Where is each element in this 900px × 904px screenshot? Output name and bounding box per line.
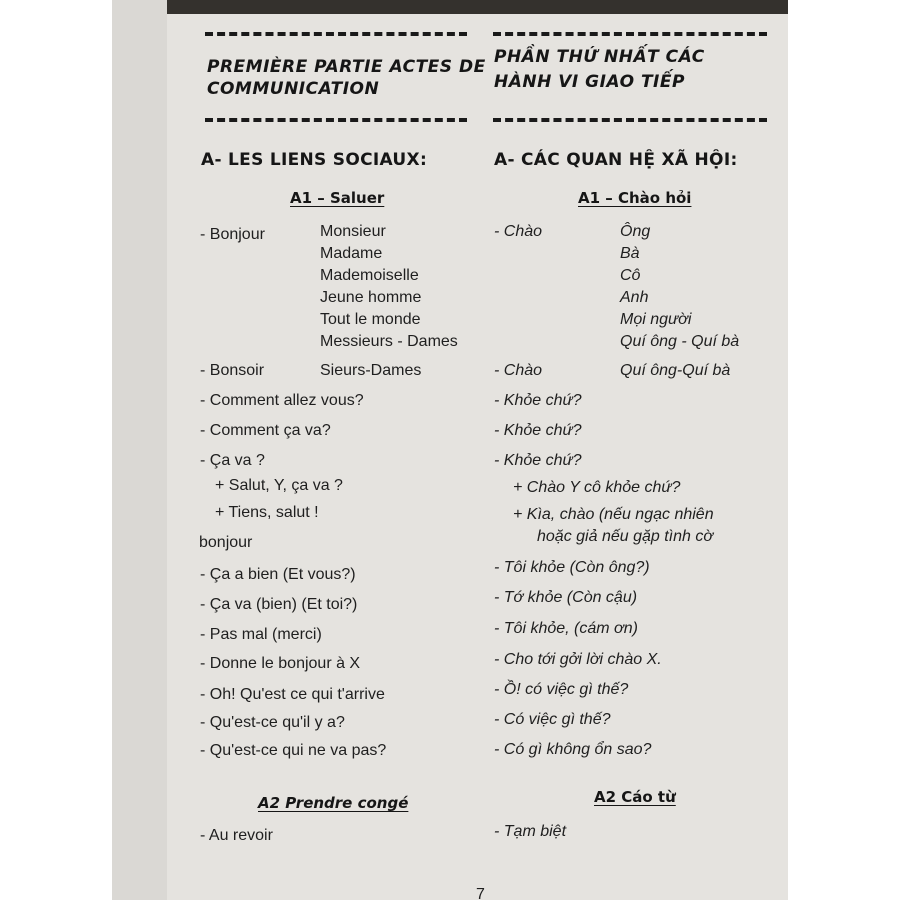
fr-part-title-line2: COMMUNICATION — [207, 79, 380, 99]
fr-sub-a1-heading: A1 – Saluer — [290, 189, 385, 207]
vi-phrase: - Ồ! có việc gì thế? — [494, 681, 629, 698]
vi-chao-item: Anh — [620, 289, 649, 306]
vi-phrase: - Có gì không ổn sao? — [494, 741, 652, 758]
page-number: 7 — [476, 886, 485, 903]
fr-part-title-line1: PREMIÈRE PARTIE ACTES DE — [207, 57, 486, 77]
fr-phrase: - Qu'est-ce qui ne va pas? — [200, 742, 387, 759]
fr-bonsoir-value: Sieurs-Dames — [320, 362, 422, 379]
vi-chao-label: - Chào — [494, 223, 543, 240]
fr-phrase: bonjour — [199, 534, 253, 551]
top-page-shadow — [167, 0, 788, 14]
fr-bonjour-item: Madame — [320, 245, 383, 262]
title-bottom-rule-left — [205, 118, 467, 122]
vi-chao-item: Bà — [620, 245, 640, 262]
fr-sub-a2-heading: A2 Prendre congé — [258, 794, 409, 812]
vi-phrase: - Cho tới gởi lời chào X. — [494, 651, 662, 668]
vi-chao2-label: - Chào — [494, 362, 543, 379]
vi-chao-item: Cô — [620, 267, 641, 284]
fr-phrase: - Pas mal (merci) — [200, 626, 322, 643]
vi-sub-a2-heading: A2 Cáo từ — [594, 788, 676, 806]
vi-chao-item: Quí ông - Quí bà — [620, 333, 740, 350]
fr-phrase: + Salut, Y, ça va ? — [215, 477, 343, 494]
vi-phrase: - Có việc gì thế? — [494, 711, 611, 728]
fr-bonjour-item: Jeune homme — [320, 289, 422, 306]
fr-section-a-heading: A- LES LIENS SOCIAUX: — [201, 150, 428, 170]
fr-bonjour-item: Tout le monde — [320, 311, 421, 328]
vi-section-a-heading: A- CÁC QUAN HỆ XÃ HỘI: — [494, 150, 738, 170]
vi-phrase: + Chào Y cô khỏe chứ? — [513, 479, 681, 496]
vi-part-title-line1: PHẦN THỨ NHẤT CÁC — [494, 47, 705, 67]
fr-phrase: - Comment ça va? — [200, 422, 331, 439]
fr-au-revoir: - Au revoir — [200, 827, 273, 844]
fr-phrase: - Oh! Qu'est ce qui t'arrive — [200, 686, 385, 703]
vi-phrase: - Khỏe chứ? — [494, 452, 582, 469]
title-top-rule-left — [205, 32, 467, 36]
vi-phrase: hoặc giả nếu gặp tình cờ — [537, 528, 714, 545]
fr-phrase: - Comment allez vous? — [200, 392, 364, 409]
vi-chao2-value: Quí ông-Quí bà — [620, 362, 731, 379]
vi-chao-item: Ông — [620, 223, 651, 240]
vi-phrase: + Kìa, chào (nếu ngạc nhiên — [513, 506, 714, 523]
fr-phrase: - Qu'est-ce qu'il y a? — [200, 714, 345, 731]
fr-bonjour-item: Monsieur — [320, 223, 386, 240]
vi-phrase: - Khỏe chứ? — [494, 392, 582, 409]
fr-phrase: - Ça va (bien) (Et toi?) — [200, 596, 358, 613]
vi-chao-item: Mọi người — [620, 311, 692, 328]
fr-bonsoir-label: - Bonsoir — [200, 362, 265, 379]
book-page — [112, 0, 788, 900]
vi-phrase: - Tôi khỏe (Còn ông?) — [494, 559, 650, 576]
fr-bonjour-label: - Bonjour — [200, 226, 265, 243]
vi-tam-biet: - Tạm biệt — [494, 823, 567, 840]
fr-phrase: - Donne le bonjour à X — [200, 655, 361, 672]
fr-phrase: + Tiens, salut ! — [215, 504, 319, 521]
title-top-rule-right — [493, 32, 767, 36]
vi-phrase: - Tôi khỏe, (cám ơn) — [494, 620, 638, 637]
fr-bonjour-item: Mademoiselle — [320, 267, 419, 284]
fr-phrase: - Ça va ? — [200, 452, 265, 469]
vi-sub-a1-heading: A1 – Chào hỏi — [578, 189, 692, 207]
fr-phrase: - Ça a bien (Et vous?) — [200, 566, 356, 583]
vi-part-title-line2: HÀNH VI GIAO TIẾP — [494, 72, 685, 92]
page-binding-shadow — [112, 0, 167, 900]
vi-phrase: - Khỏe chứ? — [494, 422, 582, 439]
title-bottom-rule-right — [493, 118, 767, 122]
vi-phrase: - Tớ khỏe (Còn cậu) — [494, 589, 638, 606]
fr-bonjour-item: Messieurs - Dames — [320, 333, 458, 350]
